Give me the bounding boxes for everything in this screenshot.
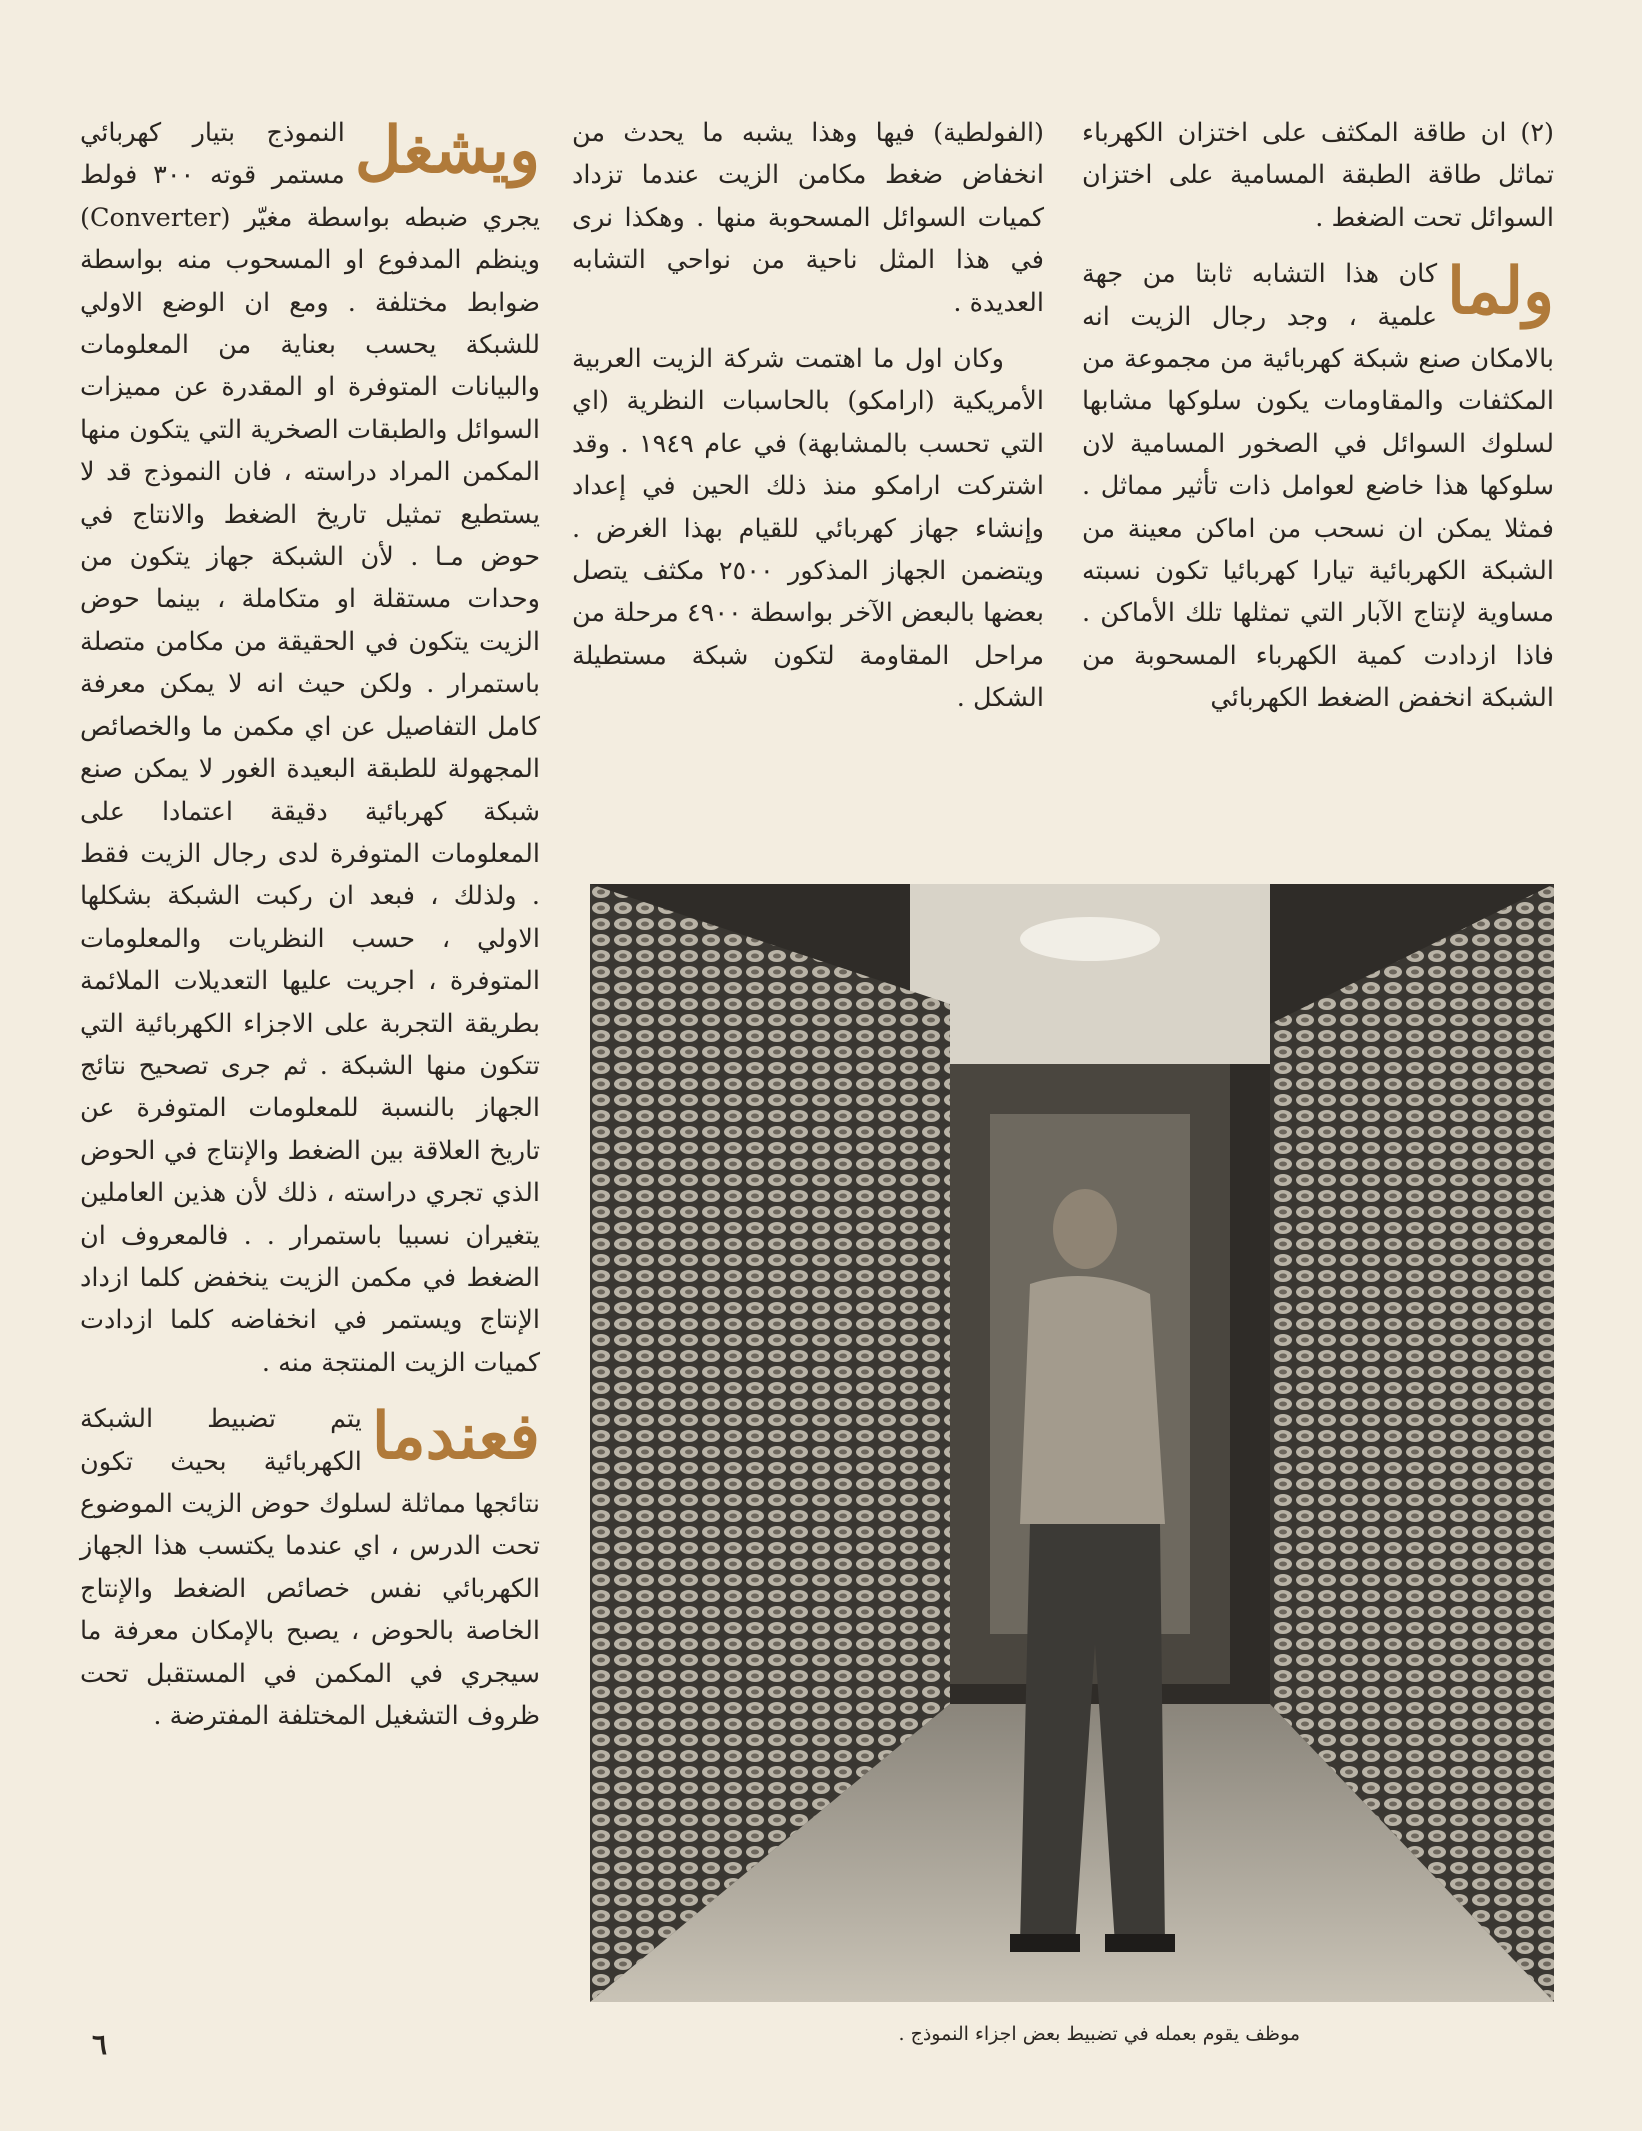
text-column-right <box>1082 112 1554 720</box>
page-number: ٦ <box>92 2028 108 2061</box>
paragraph-text: كان هذا التشابه ثابتا من جهة علمية ، وجد رجال الزيت انه بالامكان صنع شبكة كهربائية من مجموعة من المكثفات والمقاومات يكون سلوكها مشابها لسلوك السوائل في الصخور المسامية لان سلوكها هذا خاضع لعوامل ذات تأثير مماثل . فمثلا يمكن ان نسحب من اماكن معينة من الشبكة الكهربائية تيارا كهربائيا تكون نسبته مساوية لإنتاج الآبار التي تمثلها تلك الأماكن . فاذا ازدادت كمية الكهرباء المسحوبة من الشبكة انخفض الضغط الكهربائي <box>1082 259 1554 714</box>
paragraph <box>80 1398 540 1737</box>
dropcap-word: فعندما <box>371 1399 540 1475</box>
paragraph: (٢) ان طاقة المكثف على اختزان الكهرباء تماثل طاقة الطبقة المسامية على اختزان السوائل تحت الضغط . <box>1082 118 1554 233</box>
text-column-middle <box>572 112 1044 720</box>
photo-illustration <box>590 884 1554 2002</box>
dropcap-word: ويشغل <box>354 113 540 188</box>
photograph <box>590 884 1554 2002</box>
paragraph <box>1082 253 1554 719</box>
paragraph <box>80 112 540 1384</box>
paragraph-text: النموذج بتيار كهربائي مستمر قوته ٣٠٠ فولط يجري ضبطه بواسطة مغيّر (Converter) وينظم المدفوع او المسحوب منه بواسطة ضوابط مختلفة . ومع ان الوضع الاولي للشبكة يحسب بعناية من المعلومات والبيانات المتوفرة او المقدرة عن مميزات السوائل والطبقات الصخرية التي يتكون منها المكمن المراد دراسته ، فان النموذج قد لا يستطيع تمثيل تاريخ الضغط والانتاج في حوض مـا . لأن الشبكة جهاز يتكون من وحدات مستقلة او متكاملة ، بينما حوض الزيت يتكون في الحقيقة من مكامن متصلة باستمرار . ولكن حيث انه لا يمكن معرفة كامل التفاصيل عن اي مكمن ما والخصائص المجهولة للطبقة البعيدة الغور لا يمكن صنع شبكة كهربائية دقيقة اعتمادا على المعلومات المتوفرة لدى رجال الزيت فقط . ولذلك ، فبعد ان ركبت الشبكة بشكلها الاولي ، حسب النظريات والمعلومات المتوفرة ، اجريت عليها التعديلات الملائمة بطريقة التجربة على الاجزاء الكهربائية التي تتكون منها الشبكة . ثم جرى تصحيح نتائج الجهاز بالنسبة للمعلومات المتوفرة عن تاريخ العلاقة بين الضغط والإنتاج في الحوض الذي تجري دراسته ، ذلك لأن هذين العاملين يتغيران نسبيا باستمرار . . فالمعروف ان الضغط في مكمن الزيت ينخفض كلما ازداد الإنتاج ويستمر في انخفاضه كلما ازدادت كميات الزيت المنتجة منه . <box>80 118 540 1378</box>
dropcap-word: ولما <box>1447 254 1554 330</box>
text-column-left <box>80 112 540 1737</box>
photo-caption: موظف يقوم بعمله في تضبيط بعض اجزاء النموذج . <box>898 2023 1300 2045</box>
paragraph: (الفولطية) فيها وهذا يشبه ما يحدث من انخفاض ضغط مكامن الزيت عندما تزداد كميات السوائل المسحوبة منها . وهكذا نرى في هذا المثل ناحية من نواحي التشابه العديدة . <box>572 118 1044 318</box>
paragraph-text: يتم تضبيط الشبكة الكهربائية بحيث تكون نتائجها مماثلة لسلوك حوض الزيت الموضوع تحت الدرس ، اي عندما يكتسب هذا الجهاز الكهربائي نفس خصائص الضغط والإنتاج الخاصة بالحوض ، يصبح بالإمكان معرفة ما سيجري في المكمن في المستقبل تحت ظروف التشغيل المختلفة المفترضة . <box>80 1404 540 1732</box>
paragraph: وكان اول ما اهتمت شركة الزيت العربية الأمريكية (ارامكو) بالحاسبات النظرية (اي التي تحسب بالمشابهة) في عام ١٩٤٩ . وقد اشتركت ارامكو منذ ذلك الحين في إعداد وإنشاء جهاز كهربائي للقيام بهذا الغرض . ويتضمن الجهاز المذكور ٢٥٠٠ مكثف يتصل بعضها بالبعض الآخر بواسطة ٤٩٠٠ مرحلة من مراحل المقاومة لتكون شبكة مستطيلة الشكل . <box>572 344 1045 714</box>
